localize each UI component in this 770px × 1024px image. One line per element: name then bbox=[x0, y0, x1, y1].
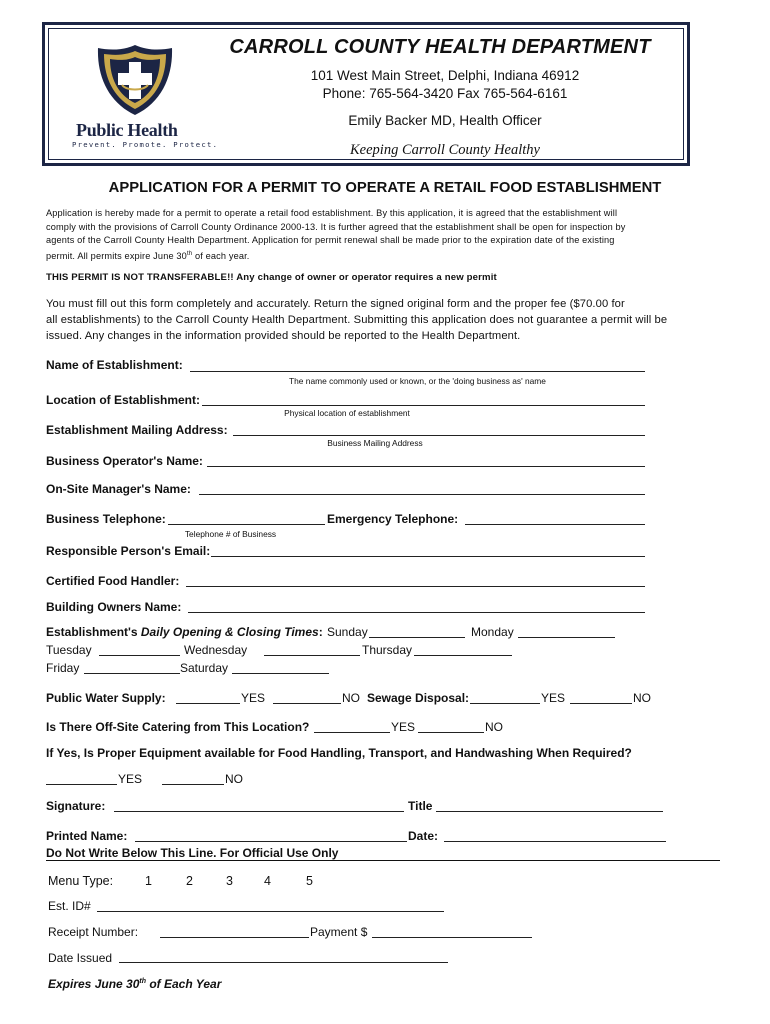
date-issued-label: Date Issued bbox=[48, 951, 113, 965]
thursday-label: Thursday bbox=[362, 643, 413, 657]
tuesday-label: Tuesday bbox=[46, 643, 92, 657]
expiration-note: Expires June 30th of Each Year bbox=[48, 977, 222, 991]
public-health-motto: Prevent. Promote. Protect. bbox=[72, 140, 219, 149]
email-label: Responsible Person's Email: bbox=[46, 544, 211, 558]
date-field[interactable] bbox=[444, 841, 666, 842]
name-help: The name commonly used or known, or the 'doing business as' name bbox=[289, 376, 546, 386]
sunday-label: Sunday bbox=[327, 625, 368, 639]
sunday-field[interactable] bbox=[369, 637, 465, 638]
monday-label: Monday bbox=[471, 625, 514, 639]
payment-label: Payment $ bbox=[310, 925, 368, 939]
menu-type-label: Menu Type: bbox=[48, 874, 114, 888]
email-field[interactable] bbox=[211, 556, 645, 557]
phone-label: Business Telephone: bbox=[46, 512, 166, 526]
emergency-label: Emergency Telephone: bbox=[327, 512, 459, 526]
manager-label: On-Site Manager's Name: bbox=[46, 482, 191, 496]
menu-type-option[interactable]: 3 bbox=[226, 874, 233, 888]
owner-field[interactable] bbox=[188, 612, 645, 613]
catering-no-label: NO bbox=[485, 720, 503, 734]
location-label: Location of Establishment: bbox=[46, 393, 201, 407]
est-id-label: Est. ID# bbox=[48, 899, 91, 913]
wednesday-field[interactable] bbox=[264, 655, 360, 656]
official-use-divider bbox=[46, 860, 720, 861]
name-field[interactable] bbox=[190, 371, 645, 372]
catering-label: Is There Off-Site Catering from This Location? bbox=[46, 720, 310, 734]
menu-type-option[interactable]: 2 bbox=[186, 874, 193, 888]
location-field[interactable] bbox=[202, 405, 645, 406]
department-tagline: Keeping Carroll County Healthy bbox=[350, 142, 540, 158]
shield-cross-icon bbox=[92, 42, 178, 118]
water-no-label: NO bbox=[342, 691, 360, 705]
payment-field[interactable] bbox=[372, 937, 532, 938]
food-handler-field[interactable] bbox=[186, 586, 645, 587]
monday-field[interactable] bbox=[518, 637, 615, 638]
department-name: CARROLL COUNTY HEALTH DEPARTMENT bbox=[229, 36, 651, 58]
sewage-yes-label: YES bbox=[541, 691, 566, 705]
tuesday-field[interactable] bbox=[99, 655, 180, 656]
health-officer: Emily Backer MD, Health Officer bbox=[348, 113, 542, 128]
equipment-no-label: NO bbox=[225, 772, 243, 786]
catering-no-field[interactable] bbox=[418, 732, 484, 733]
mailing-help: Business Mailing Address bbox=[327, 438, 423, 448]
menu-type-option[interactable]: 1 bbox=[145, 874, 152, 888]
transfer-notice: THIS PERMIT IS NOT TRANSFERABLE!! Any change of owner or operator requires a new permit bbox=[46, 272, 497, 283]
equipment-yes-field[interactable] bbox=[46, 784, 117, 785]
instructions-line: all establishments) to the Carroll County Health Department. Submitting this application does not guarantee a permit will be bbox=[46, 314, 668, 326]
instructions-line: You must fill out this form completely and accurately. Return the signed original form and the proper fee ($70.00 for bbox=[46, 298, 625, 310]
intro-line: permit. All permits expire June 30th of each year. bbox=[46, 250, 250, 261]
official-use-header: Do Not Write Below This Line. For Official Use Only bbox=[46, 846, 339, 860]
mailing-field[interactable] bbox=[233, 435, 645, 436]
intro-line: comply with the provisions of Carroll County Ordinance 2000-13. It is further agreed that the establishment shall be open for inspection by bbox=[46, 221, 626, 232]
saturday-label: Saturday bbox=[180, 661, 229, 675]
printed-name-field[interactable] bbox=[135, 841, 407, 842]
emergency-field[interactable] bbox=[465, 524, 645, 525]
thursday-field[interactable] bbox=[414, 655, 512, 656]
operator-label: Business Operator's Name: bbox=[46, 454, 203, 468]
receipt-number-label: Receipt Number: bbox=[48, 925, 139, 939]
catering-yes-label: YES bbox=[391, 720, 416, 734]
est-id-field[interactable] bbox=[97, 911, 444, 912]
sewage-yes-field[interactable] bbox=[470, 703, 540, 704]
intro-line: agents of the Carroll County Health Department. Application for permit renewal shall be made prior to the expiration date of the existing bbox=[46, 235, 615, 246]
menu-type-option[interactable]: 5 bbox=[306, 874, 313, 888]
instructions-paragraph bbox=[46, 296, 746, 344]
signature-field[interactable] bbox=[114, 811, 404, 812]
equipment-question: If Yes, Is Proper Equipment available for Food Handling, Transport, and Handwashing When Required? bbox=[46, 746, 632, 760]
date-label: Date: bbox=[408, 829, 439, 843]
intro-line: Application is hereby made for a permit to operate a retail food establishment. By this application, it is agreed that the establishment will bbox=[46, 208, 618, 218]
printed-name-label: Printed Name: bbox=[46, 829, 128, 843]
phone-field[interactable] bbox=[168, 524, 325, 525]
wednesday-label: Wednesday bbox=[184, 643, 248, 657]
sewage-no-label: NO bbox=[633, 691, 651, 705]
food-handler-label: Certified Food Handler: bbox=[46, 574, 180, 588]
title-label: Title bbox=[408, 799, 433, 813]
owner-label: Building Owners Name: bbox=[46, 600, 182, 614]
friday-label: Friday bbox=[46, 661, 80, 675]
page-title: APPLICATION FOR A PERMIT TO OPERATE A RETAIL FOOD ESTABLISHMENT bbox=[108, 180, 662, 196]
hours-label: Establishment's Daily Opening & Closing Times: bbox=[46, 625, 323, 639]
manager-field[interactable] bbox=[199, 494, 645, 495]
department-address: 101 West Main Street, Delphi, Indiana 46912 bbox=[310, 68, 580, 83]
location-help: Physical location of establishment bbox=[284, 408, 410, 418]
sewage-label: Sewage Disposal: bbox=[367, 691, 470, 705]
sewage-no-field[interactable] bbox=[570, 703, 632, 704]
department-phone-fax: Phone: 765-564-3420 Fax 765-564-6161 bbox=[322, 86, 568, 101]
menu-type-option[interactable]: 4 bbox=[264, 874, 271, 888]
date-issued-field[interactable] bbox=[119, 962, 448, 963]
phone-help: Telephone # of Business bbox=[184, 529, 277, 539]
name-label: Name of Establishment: bbox=[46, 358, 183, 372]
friday-field[interactable] bbox=[84, 673, 180, 674]
title-field[interactable] bbox=[436, 811, 663, 812]
water-yes-field[interactable] bbox=[176, 703, 240, 704]
catering-yes-field[interactable] bbox=[314, 732, 390, 733]
saturday-field[interactable] bbox=[232, 673, 329, 674]
instructions-line: issued. Any changes in the information provided should be reported to the Health Department. bbox=[46, 330, 521, 342]
receipt-number-field[interactable] bbox=[160, 937, 309, 938]
equipment-yes-label: YES bbox=[118, 772, 143, 786]
mailing-label: Establishment Mailing Address: bbox=[46, 423, 228, 437]
water-yes-label: YES bbox=[241, 691, 266, 705]
signature-label: Signature: bbox=[46, 799, 106, 813]
intro-paragraph bbox=[46, 207, 736, 263]
equipment-no-field[interactable] bbox=[162, 784, 224, 785]
water-no-field[interactable] bbox=[273, 703, 341, 704]
operator-field[interactable] bbox=[207, 466, 645, 467]
public-health-wordmark: Public Health bbox=[76, 120, 178, 140]
water-label: Public Water Supply: bbox=[46, 691, 166, 705]
